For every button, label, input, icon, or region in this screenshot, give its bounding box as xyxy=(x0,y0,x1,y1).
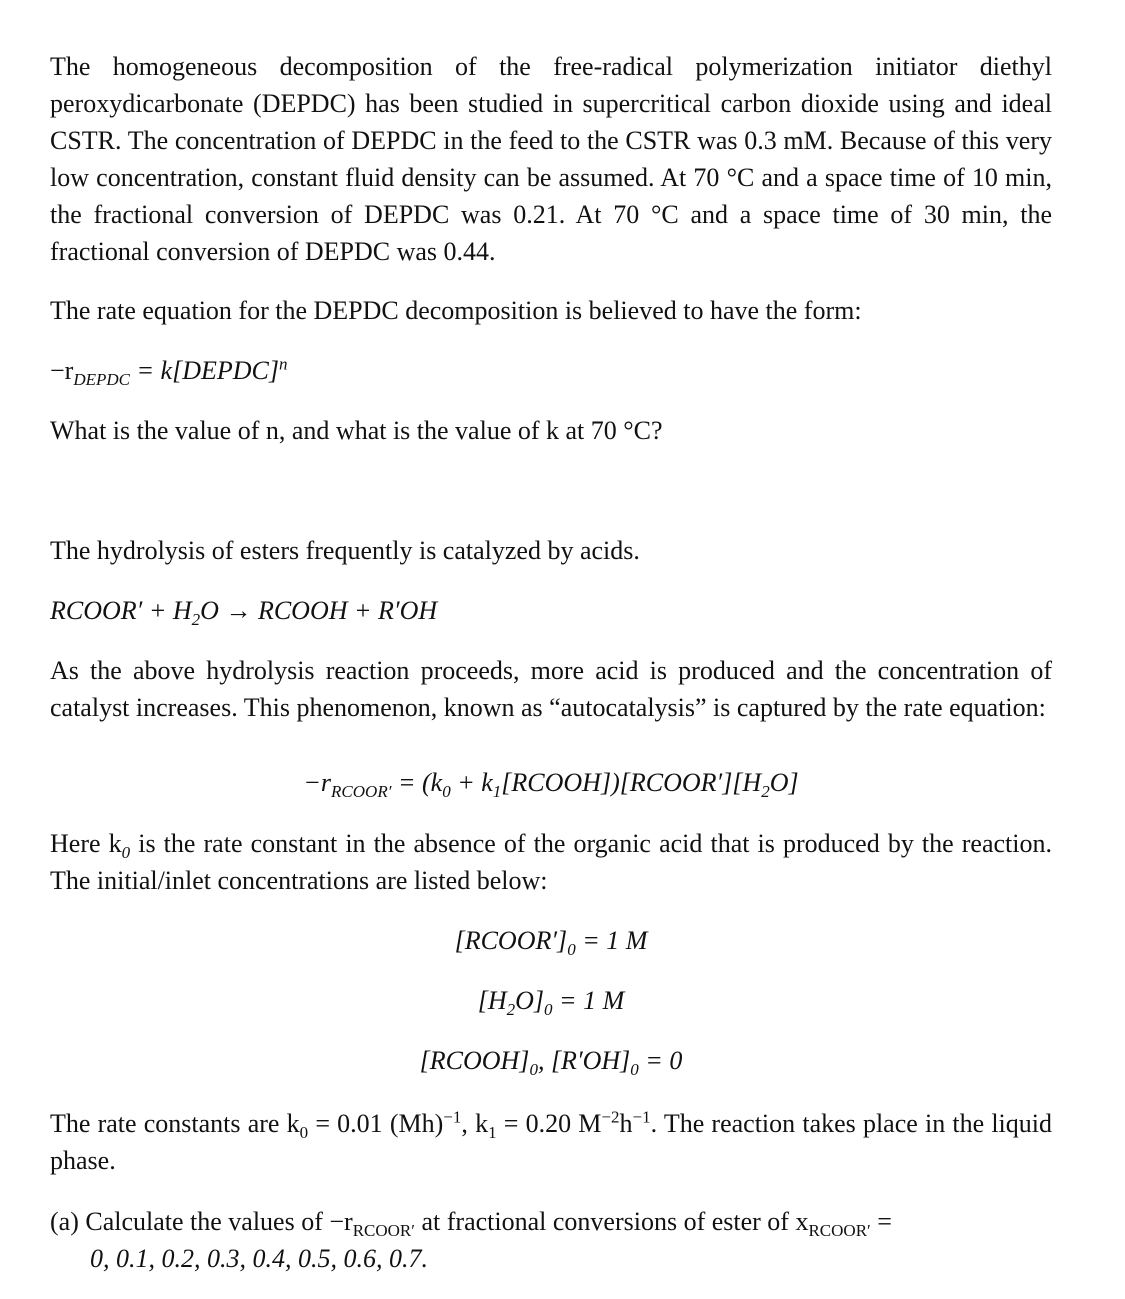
initial-product-concentrations: $[RCOOH]_0$, $[R'OH]_0 = 0$ xyxy=(419,1046,683,1080)
hydrolysis-reaction: RCOOR′ + $H_2O$ → RCOOH + R′OH xyxy=(50,596,438,630)
initial-ester-concentration: $[RCOOR']_0 = 1$ M xyxy=(454,926,648,960)
rate-equation-depdc: $-r_{DEPDC}$ = k[DEPDC]$^n$ xyxy=(50,354,288,390)
problem2-intro: The hydrolysis of esters frequently is catalyzed by acids. xyxy=(50,536,640,565)
question-text: What is the value of n, and what is the value of k at 70 °C? xyxy=(50,416,663,445)
autocatalysis-paragraph: As the above hydrolysis reaction proceeds, more acid is produced and the concentration of catalyst increases. This phenomenon, known as “autocatalysis” is captured by the rate equation: xyxy=(50,656,1052,722)
rate-constant-description: Here $k_0$ is the rate constant in the absence of the organic acid that is produced by the reaction. The initial/inlet concentrations are listed below: xyxy=(50,829,1053,895)
problem1-paragraph: The homogeneous decomposition of the free-radical polymerization initiator diethyl peroxydicarbonate (DEPDC) has been studied in supercritical carbon dioxide using and ideal CSTR. The concentration of DEPDC in the feed to the CSTR was 0.3 mM. Because of this very low concentration, constant fluid density can be assumed. At 70 °C and a space time of 10 min, the fractional conversion of DEPDC was 0.21. At 70 °C and a space time of 30 min, the fractional conversion of DEPDC was 0.44. xyxy=(50,52,1052,266)
rate-constants-text: The rate constants are $k_0 = 0.01$ $(Mh)^{-1}$, $k_1 = 0.20$ $M^{-2}h^{-1}$. The reaction takes place in the liquid phase. xyxy=(50,1107,1053,1175)
initial-water-concentration: $[H_2O]_0 = 1$ M xyxy=(477,986,625,1020)
autocatalysis-rate-equation: $-r_{RCOOR'} = (k_0$ + $k_1[RCOOH])[RCOOR'][H_2O]$ xyxy=(303,768,799,802)
conversion-values: 0, 0.1, 0.2, 0.3, 0.4, 0.5, 0.6, 0.7. xyxy=(90,1244,428,1273)
part-a-question: (a) Calculate the values of $-r_{RCOOR'}$ at fractional conversions of ester of $x_{RCOOR'}$ = 0, 0.1, 0.2, 0.3, 0.4, 0.5, 0.6, 0.7. xyxy=(50,1203,1052,1277)
part-a-label: (a) xyxy=(50,1207,79,1236)
rate-intro: The rate equation for the DEPDC decomposition is believed to have the form: xyxy=(50,296,862,325)
